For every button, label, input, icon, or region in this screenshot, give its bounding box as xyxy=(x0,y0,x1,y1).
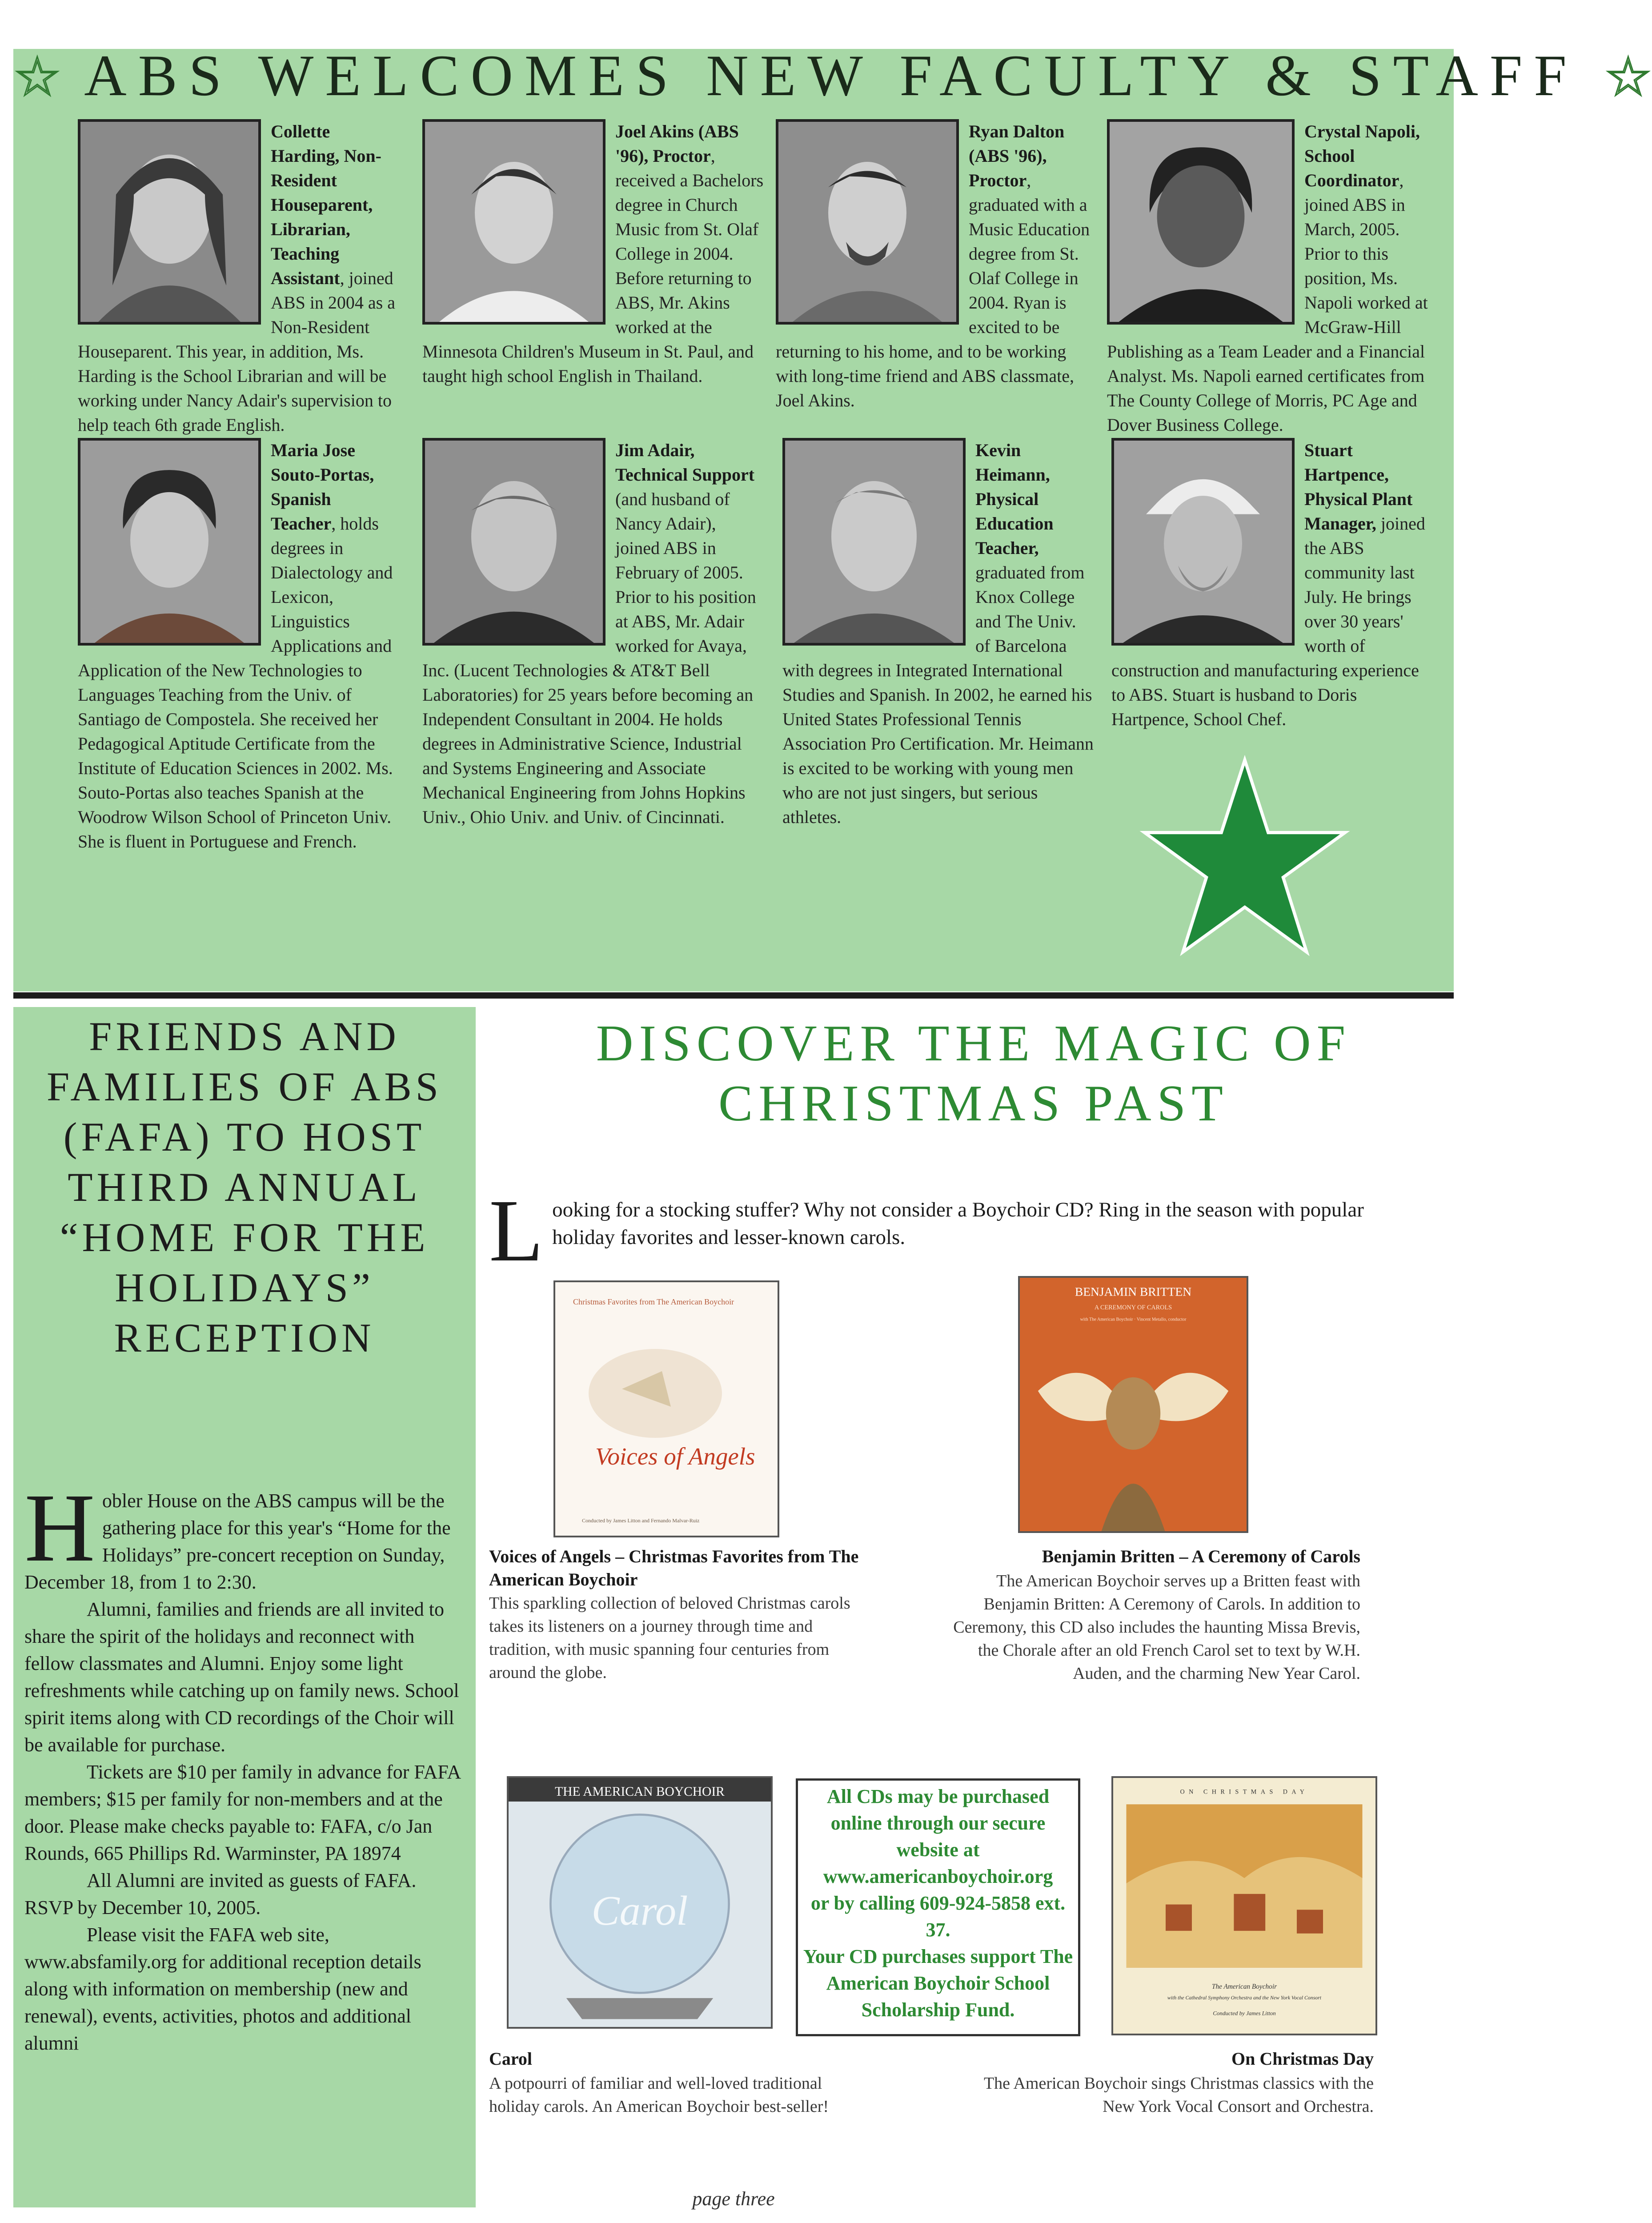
portrait-photo-hartpence xyxy=(1111,438,1295,646)
portrait-photo-adair xyxy=(422,438,605,646)
cover-text: A CEREMONY OF CAROLS xyxy=(1094,1304,1172,1312)
cover-script-text: Carol xyxy=(591,1888,688,1934)
staff-name-dalton: Ryan Dalton (ABS '96), Proctor xyxy=(969,121,1065,190)
cover-text: BENJAMIN BRITTEN xyxy=(1075,1284,1192,1299)
cd-cover-britten xyxy=(1018,1276,1248,1533)
cover-text: Christmas Favorites from The American Boychoir xyxy=(573,1297,734,1306)
discover-headline: DISCOVER THE MAGIC OF CHRISTMAS PAST xyxy=(596,1015,1351,1132)
portrait-photo-heimann xyxy=(782,438,966,646)
discover-intro-text: ooking for a stocking stuffer? Why not consider a Boychoir CD? Ring in the season with popular holiday favorites and lesser-known carols. xyxy=(552,1198,1364,1249)
dropcap: H xyxy=(24,1473,95,1582)
fafa-paragraph xyxy=(24,1473,465,1596)
staff-name-akins: Joel Akins (ABS '96), Proctor xyxy=(615,121,739,166)
staff-name-harding: Collette Harding, Non-Resident Houseparent, Librarian, Teaching Assistant xyxy=(271,121,381,288)
cd-description: The American Boychoir serves up a Britten feast with Benjamin Britten: A Ceremony of Carols. In addition to Ceremony, this CD also includes the haunting Missa Brevis, the Chorale after an old French Carol set to text by W.H. Auden, and the charming New Year Carol. xyxy=(953,1572,1360,1683)
staff-entry-akins xyxy=(422,119,765,388)
staff-bio-heimann: graduated from Knox College and The Univ. of Barcelona with degrees in Integrated International Studies and Spanish. In 2002, he earned his United States Professional Tennis Association Pro Certification. Mr. Heimann is excited to be working with young men who are not just singers, but serious athletes. xyxy=(782,562,1094,827)
cover-text: with The American Boychoir · Vincent Metallo, conductor xyxy=(1080,1317,1187,1322)
cover-text: with the Cathedral Symphony Orchestra and the New York Vocal Consort xyxy=(1167,1994,1322,2001)
cd-title: On Christmas Day xyxy=(1231,2049,1374,2069)
cd-title: Benjamin Britten – A Ceremony of Carols xyxy=(1042,1546,1360,1566)
staff-section-header xyxy=(13,43,1652,108)
purchase-text: Your CD purchases support The American Boychoir School Scholarship Fund. xyxy=(803,1946,1073,2021)
portrait-photo-dalton xyxy=(776,119,959,325)
staff-bio-napoli: , joined ABS in March, 2005. Prior to this position, Ms. Napoli worked at McGraw-Hill Publishing as a Team Leader and a Financial Analyst. Ms. Napoli earned certificates from The County College of Morris, PC Age and Dover Business College. xyxy=(1107,170,1428,435)
purchase-info-box xyxy=(796,1778,1080,2036)
staff-section-title: ABS WELCOMES NEW FACULTY & STAFF xyxy=(84,43,1578,108)
staff-entry-hartpence xyxy=(1111,438,1436,731)
staff-name-hartpence: Stuart Hartpence, Physical Plant Manager, xyxy=(1304,440,1413,534)
cd-title: Voices of Angels – Christmas Favorites from The American Boychoir xyxy=(489,1546,859,1589)
staff-name-napoli: Crystal Napoli, School Coordinator xyxy=(1304,121,1420,190)
cover-text: ON CHRISTMAS DAY xyxy=(1180,1788,1309,1796)
cd-cover-on-christmas-day xyxy=(1111,1776,1377,2035)
staff-bio-akins: , received a Bachelors degree in Church Music from St. Olaf College in 2004. Before returning to ABS, Mr. Akins worked at the Minnesota Children's Museum in St. Paul, and taught high school English in Thailand. xyxy=(422,146,764,386)
fafa-paragraph: All Alumni are invited as guests of FAFA. RSVP by December 10, 2005. xyxy=(24,1870,417,1918)
fafa-article xyxy=(24,1473,465,2057)
staff-bio-adair: (and husband of Nancy Adair), joined ABS in February of 2005. Prior to his position at ABS, Mr. Adair worked for Avaya, Inc. (Lucent Technologies & AT&T Bell Laboratories) for 25 years before becoming an Independent Consultant in 2004. He holds degrees in Administrative Science, Industrial and Systems Engineering and Associate Mechanical Engineering from Johns Hopkins Univ., Ohio Univ. and Univ. of Cincinnati. xyxy=(422,489,756,827)
star-outline-icon: ☆ xyxy=(1604,48,1652,107)
fafa-paragraph-text: obler House on the ABS campus will be the gathering place for this year's “Home for the Holidays” pre-concert reception on Sunday, December 18, from 1 to 2:30. xyxy=(24,1490,451,1593)
fafa-paragraph: Alumni, families and friends are all invited to share the spirit of the holidays and reconnect with fellow classmates and Alumni. Enjoy some light refreshments while catching up on family news. School spirit items along with CD recordings of the Choir will be available for purchase. xyxy=(24,1598,459,1756)
staff-entry-adair xyxy=(422,438,765,829)
star-outline-icon: ☆ xyxy=(13,48,61,107)
staff-bio-harding: , joined ABS in 2004 as a Non-Resident Houseparent. This year, in addition, Ms. Harding is the School Librarian and will be working under Nancy Adair's supervision to help teach 6th grade English. xyxy=(78,268,395,435)
cover-text: Conducted by James Litton and Fernando Malvar-Ruiz xyxy=(582,1517,700,1524)
staff-entry-heimann xyxy=(782,438,1094,829)
fafa-paragraph: Tickets are $10 per family in advance for FAFA members; $15 per family for non-members and at the door. Please make checks payable to: FAFA, c/o Jan Rounds, 665 Phillips Rd. Warminster, PA 18974 xyxy=(24,1761,460,1864)
cover-text: Conducted by James Litton xyxy=(1213,2010,1276,2017)
staff-name-souto-portas: Maria Jose Souto-Portas, Spanish Teacher xyxy=(271,440,374,534)
cd-cover-voices-of-angels xyxy=(553,1280,779,1537)
cover-script-text: Voices of Angels xyxy=(595,1443,755,1470)
cd-cover-carol xyxy=(507,1776,773,2029)
cover-text: THE AMERICAN BOYCHOIR xyxy=(555,1785,725,1799)
page-number: page three xyxy=(692,2188,775,2210)
fafa-paragraph: Please visit the FAFA web site, www.absfamily.org for additional reception details along with information on membership (new and renewal), events, activities, photos and additional alumni xyxy=(24,1924,421,2054)
discover-intro xyxy=(489,1182,1387,1280)
portrait-photo-akins xyxy=(422,119,605,325)
section-divider xyxy=(13,992,1454,999)
staff-bio-dalton: , graduated with a Music Education degree from St. Olaf College in 2004. Ryan is excited to be returning to his home, and to be working with long-time friend and ABS classmate, Joel Akins. xyxy=(776,170,1090,410)
purchase-phone: or by calling 609-924-5858 ext. 37. xyxy=(810,1892,1066,1941)
dropcap: L xyxy=(489,1182,544,1280)
staff-bio-souto-portas: , holds degrees in Dialectology and Lexicon, Linguistics Applications and Application of the New Technologies to Languages Teaching from the Univ. of Santiago de Compostela. She received her Pedagogical Aptitude Certificate from the Institute of Education Sciences in 2002. Ms. Souto-Portas also teaches Spanish at the Woodrow Wilson School of Princeton Univ. She is fluent in Portuguese and French. xyxy=(78,514,393,851)
purchase-text: All CDs may be purchased online through our secure website at xyxy=(826,1786,1050,1861)
staff-entry-napoli xyxy=(1107,119,1436,437)
staff-entry-harding xyxy=(78,119,398,437)
decorative-star-icon xyxy=(1138,756,1351,965)
staff-entry-souto-portas xyxy=(78,438,398,854)
staff-entry-dalton xyxy=(776,119,1096,413)
fafa-headline: FRIENDS AND FAMILIES OF ABS (FAFA) TO HOST THIRD ANNUAL “HOME FOR THE HOLIDAYS” RECEPTION xyxy=(47,1014,442,1360)
cd-description: This sparkling collection of beloved Christmas carols takes its listeners on a journey through time and tradition, with music spanning four centuries from around the globe. xyxy=(489,1594,850,1682)
cd-description: The American Boychoir sings Christmas classics with the New York Vocal Consort and Orchestra. xyxy=(983,2074,1374,2116)
portrait-photo-harding xyxy=(78,119,261,325)
cd-description: A potpourri of familiar and well-loved traditional holiday carols. An American Boychoir best-seller! xyxy=(489,2074,829,2116)
staff-name-heimann: Kevin Heimann, Physical Education Teacher, xyxy=(975,440,1054,558)
portrait-photo-souto-portas xyxy=(78,438,261,646)
portrait-photo-napoli xyxy=(1107,119,1295,325)
website-link[interactable]: www.americanboychoir.org xyxy=(823,1866,1053,1887)
cover-text: The American Boychoir xyxy=(1211,1983,1277,1991)
staff-name-adair: Jim Adair, Technical Support xyxy=(615,440,755,485)
staff-bio-hartpence: joined the ABS community last July. He brings over 30 years' worth of construction and manufacturing experience to ABS. Stuart is husband to Doris Hartpence, School Chef. xyxy=(1111,514,1425,729)
cd-title: Carol xyxy=(489,2049,533,2069)
